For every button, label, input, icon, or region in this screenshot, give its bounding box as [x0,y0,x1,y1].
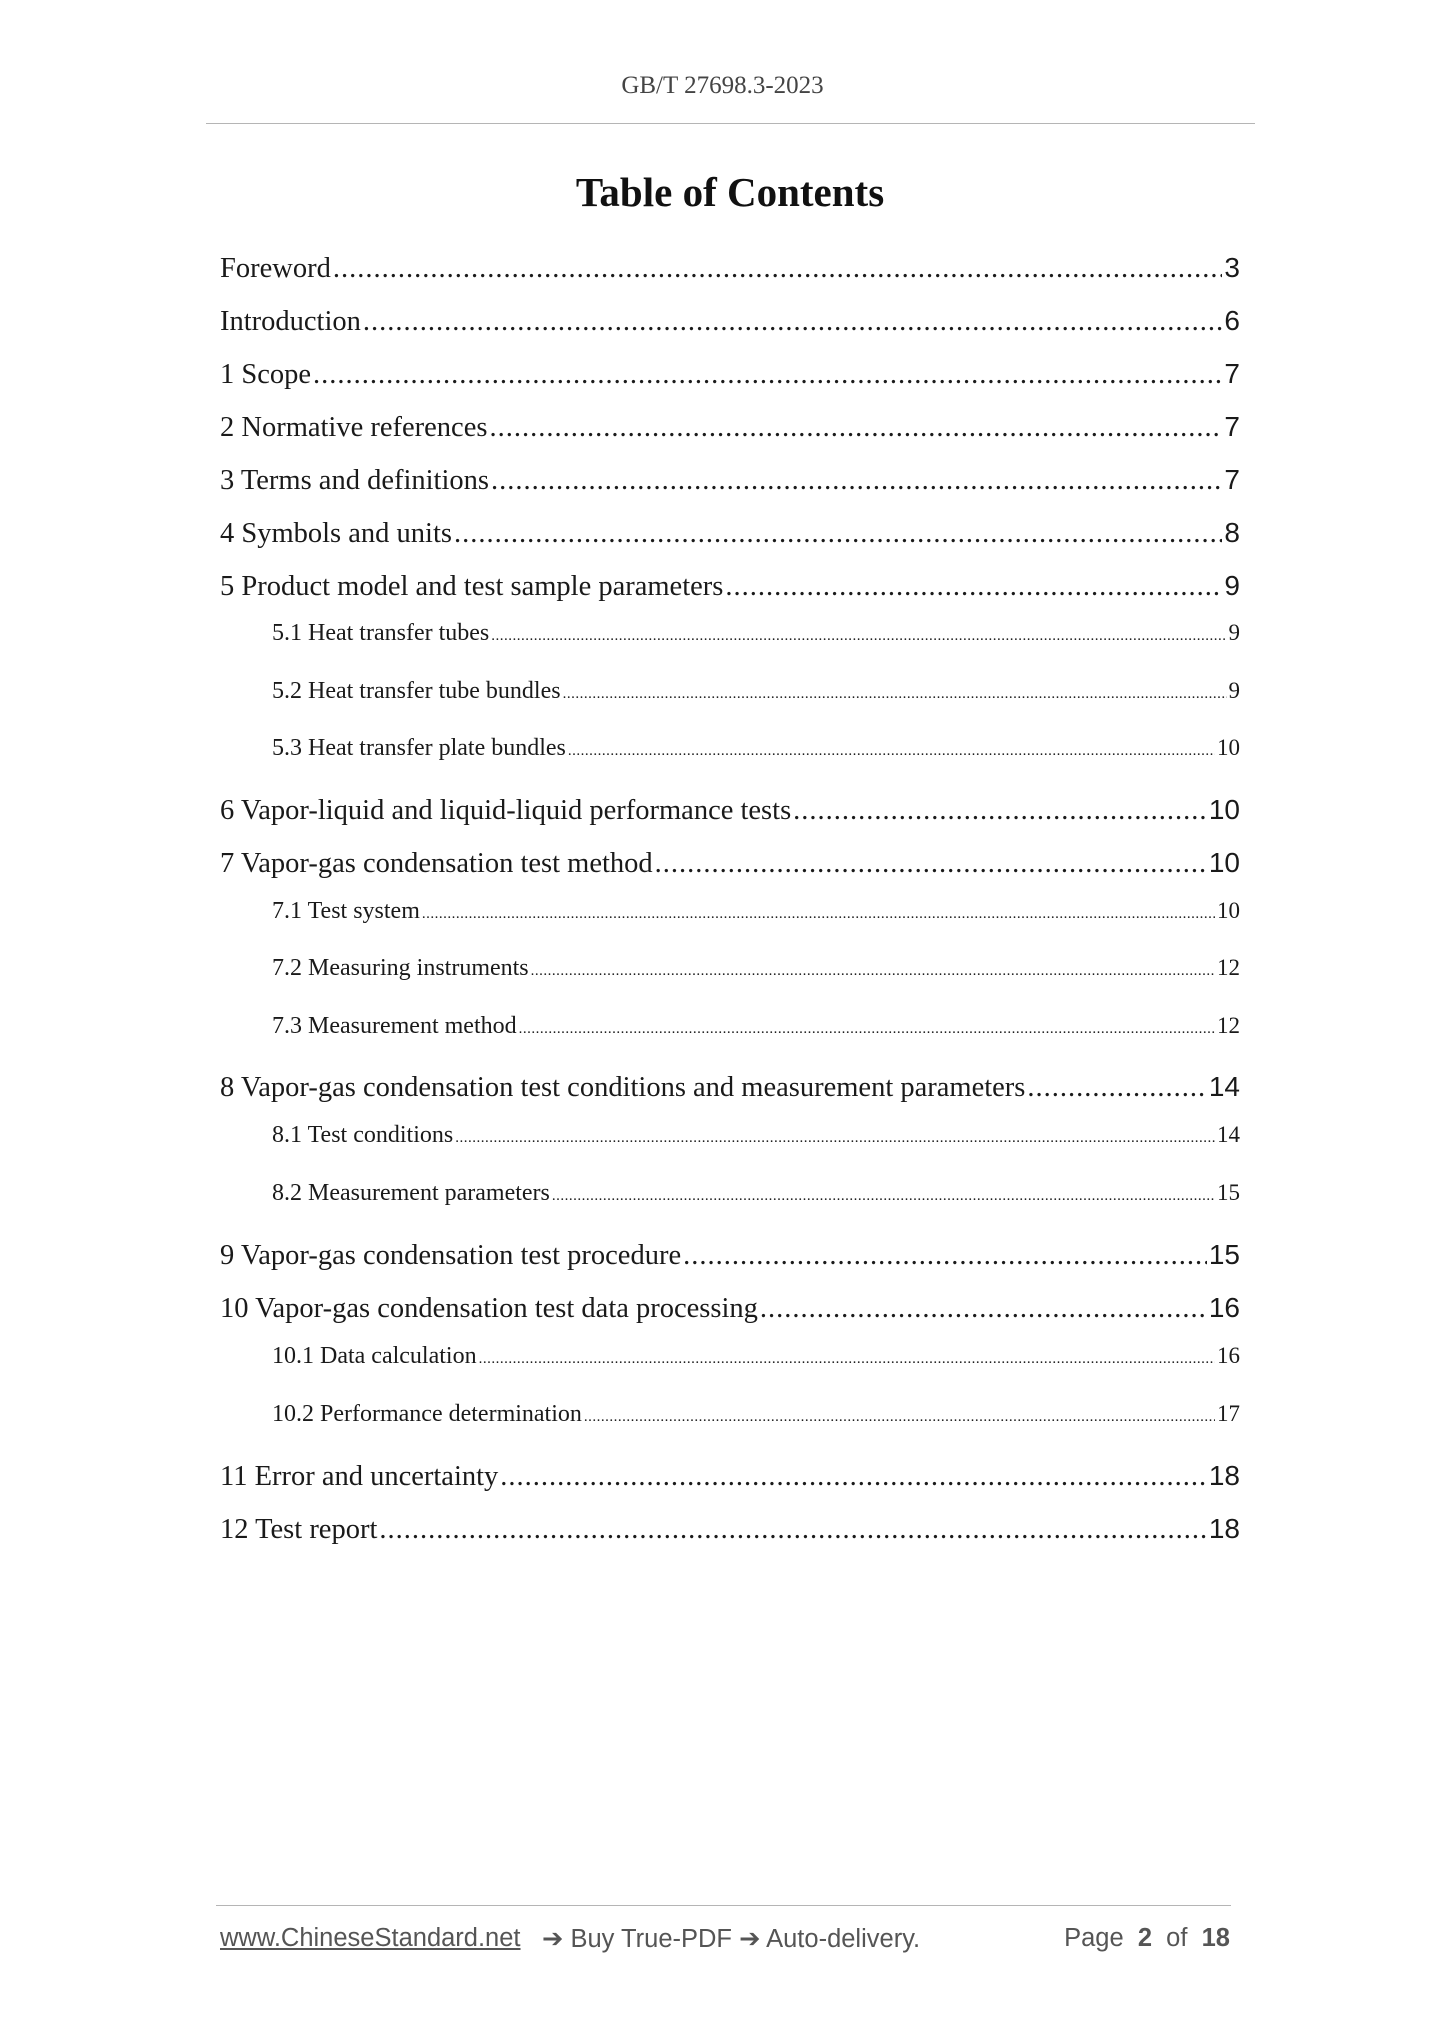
toc-entry-symbols-units[interactable] [220,513,1240,553]
toc-subentry-conditions[interactable] [272,1118,1240,1152]
toc-leader-dots [333,249,1223,288]
toc-entry-label: 8.2 Measurement parameters [272,1180,550,1206]
toc-leader-dots [491,619,1226,650]
total-page-number: 18 [1201,1924,1230,1952]
toc-entry-label: 5.3 Heat transfer plate bundles [272,735,566,761]
of-word: of [1166,1924,1188,1952]
toc-leader-dots [1027,1068,1206,1107]
toc-entry-page: 7 [1224,411,1240,442]
toc-entry-label: 7.1 Test system [272,898,420,924]
toc-entry-page: 10 [1217,735,1240,760]
toc-leader-dots [552,1179,1215,1210]
toc-entry-page: 18 [1208,1460,1240,1491]
toc-entry-page: 6 [1224,305,1240,336]
toc-entry-scope[interactable] [220,354,1240,394]
toc-entry-label: 10.2 Performance determination [272,1401,582,1427]
toc-entry-label: 2 Normative references [220,412,488,443]
toc-leader-dots [725,567,1222,606]
toc-entry-introduction[interactable] [220,301,1240,341]
toc-entry-label: 1 Scope [220,359,312,390]
toc-entry-page: 17 [1217,1401,1240,1426]
toc-entry-normative-references[interactable] [220,407,1240,447]
toc-entry-label: 9 Vapor-gas condensation test procedure [220,1240,682,1271]
toc-leader-dots [363,302,1223,341]
page-indicator [1064,1924,1230,1953]
toc-entry-label: 5.1 Heat transfer tubes [272,620,490,646]
toc-leader-dots [793,791,1207,830]
toc-entry-page: 15 [1217,1180,1240,1205]
toc-leader-dots [519,1012,1215,1043]
toc-entry-label: 10 Vapor-gas condensation test data processing [220,1293,758,1324]
toc-entry-foreword[interactable] [220,248,1240,288]
toc-leader-dots [683,1236,1207,1275]
toc-entry-page: 16 [1208,1292,1240,1323]
toc-subentry-data-calculation[interactable] [272,1339,1240,1373]
website-link[interactable]: www.ChineseStandard.net [220,1924,521,1952]
page-word: Page [1064,1924,1124,1952]
toc-title: Table of Contents [575,169,885,215]
toc-entry-label: 8.1 Test conditions [272,1122,454,1148]
toc-entry-label: 5 Product model and test sample parameters [220,571,724,602]
toc-leader-dots [531,954,1215,985]
toc-entry-test-method[interactable] [220,843,1240,883]
toc-entry-page: 15 [1208,1239,1240,1270]
toc-leader-dots [479,1342,1215,1373]
toc-entry-label: 11 Error and uncertainty [220,1461,499,1492]
toc-subentry-measuring-instruments[interactable] [272,951,1240,985]
toc-entry-page: 9 [1224,570,1240,601]
page-footer [220,1924,1230,1960]
toc-entry-page: 16 [1217,1343,1240,1368]
toc-entry-product-model[interactable] [220,566,1240,606]
toc-entry-test-conditions[interactable] [220,1067,1240,1107]
current-page-number: 2 [1137,1924,1152,1952]
toc-subentry-tube-bundles[interactable] [272,674,1240,708]
toc-leader-dots [584,1400,1215,1431]
toc-leader-dots [455,1121,1215,1152]
toc-entry-page: 14 [1217,1122,1240,1147]
header-divider [206,123,1255,124]
toc-entry-label: 5.2 Heat transfer tube bundles [272,678,561,704]
toc-entry-label: 8 Vapor-gas condensation test conditions and measurement parameters [220,1072,1026,1103]
toc-leader-dots [655,844,1207,883]
toc-entry-performance-tests[interactable] [220,790,1240,830]
toc-entry-terms-definitions[interactable] [220,460,1240,500]
toc-leader-dots [313,355,1222,394]
toc-entry-label: 10.1 Data calculation [272,1343,477,1369]
toc-entry-page: 10 [1217,898,1240,923]
toc-entry-page: 14 [1208,1071,1240,1102]
document-header: GB/T 27698.3-2023 [621,72,824,99]
toc-subentry-performance-determination[interactable] [272,1397,1240,1431]
toc-entry-page: 12 [1217,1013,1240,1038]
toc-entry-page: 12 [1217,955,1240,980]
toc-subentry-test-system[interactable] [272,894,1240,928]
toc-entry-label: 7 Vapor-gas condensation test method [220,848,653,879]
toc-entry-label: 6 Vapor-liquid and liquid-liquid performance tests [220,795,792,826]
toc-leader-dots [491,461,1222,500]
toc-entry-page: 18 [1208,1513,1240,1544]
toc-entry-page: 7 [1224,358,1240,389]
toc-entry-page: 10 [1208,847,1240,878]
toc-subentry-plate-bundles[interactable] [272,731,1240,765]
toc-entry-label: 7.3 Measurement method [272,1013,517,1039]
toc-entry-label: 3 Terms and definitions [220,465,489,496]
toc-entry-test-report[interactable] [220,1509,1240,1549]
toc-entry-page: 7 [1224,464,1240,495]
toc-leader-dots [568,734,1215,765]
toc-entry-page: 10 [1208,794,1240,825]
toc-leader-dots [422,897,1215,928]
toc-leader-dots [379,1510,1206,1549]
toc-leader-dots [500,1457,1207,1496]
toc-subentry-heat-transfer-tubes[interactable] [272,616,1240,650]
toc-entry-label: 7.2 Measuring instruments [272,955,529,981]
footer-divider [216,1905,1231,1906]
footer-promo-text: ➔ Buy True-PDF ➔ Auto-delivery. [542,1925,921,1953]
toc-entry-label: Introduction [220,306,361,337]
toc-leader-dots [454,514,1222,553]
toc-entry-data-processing[interactable] [220,1288,1240,1328]
toc-subentry-measurement-method[interactable] [272,1009,1240,1043]
toc-leader-dots [760,1289,1207,1328]
toc-leader-dots [489,408,1222,447]
toc-entry-label: 12 Test report [220,1514,378,1545]
toc-leader-dots [563,677,1227,708]
toc-entry-page: 9 [1228,678,1240,703]
toc-entry-test-procedure[interactable] [220,1235,1240,1275]
toc-subentry-measurement-parameters[interactable] [272,1176,1240,1210]
toc-entry-page: 8 [1224,517,1240,548]
toc-entry-label: 4 Symbols and units [220,518,452,549]
toc-entry-page: 3 [1224,252,1240,283]
toc-entry-error-uncertainty[interactable] [220,1456,1240,1496]
toc-entry-label: Foreword [220,253,331,284]
toc-entry-page: 9 [1228,620,1240,645]
